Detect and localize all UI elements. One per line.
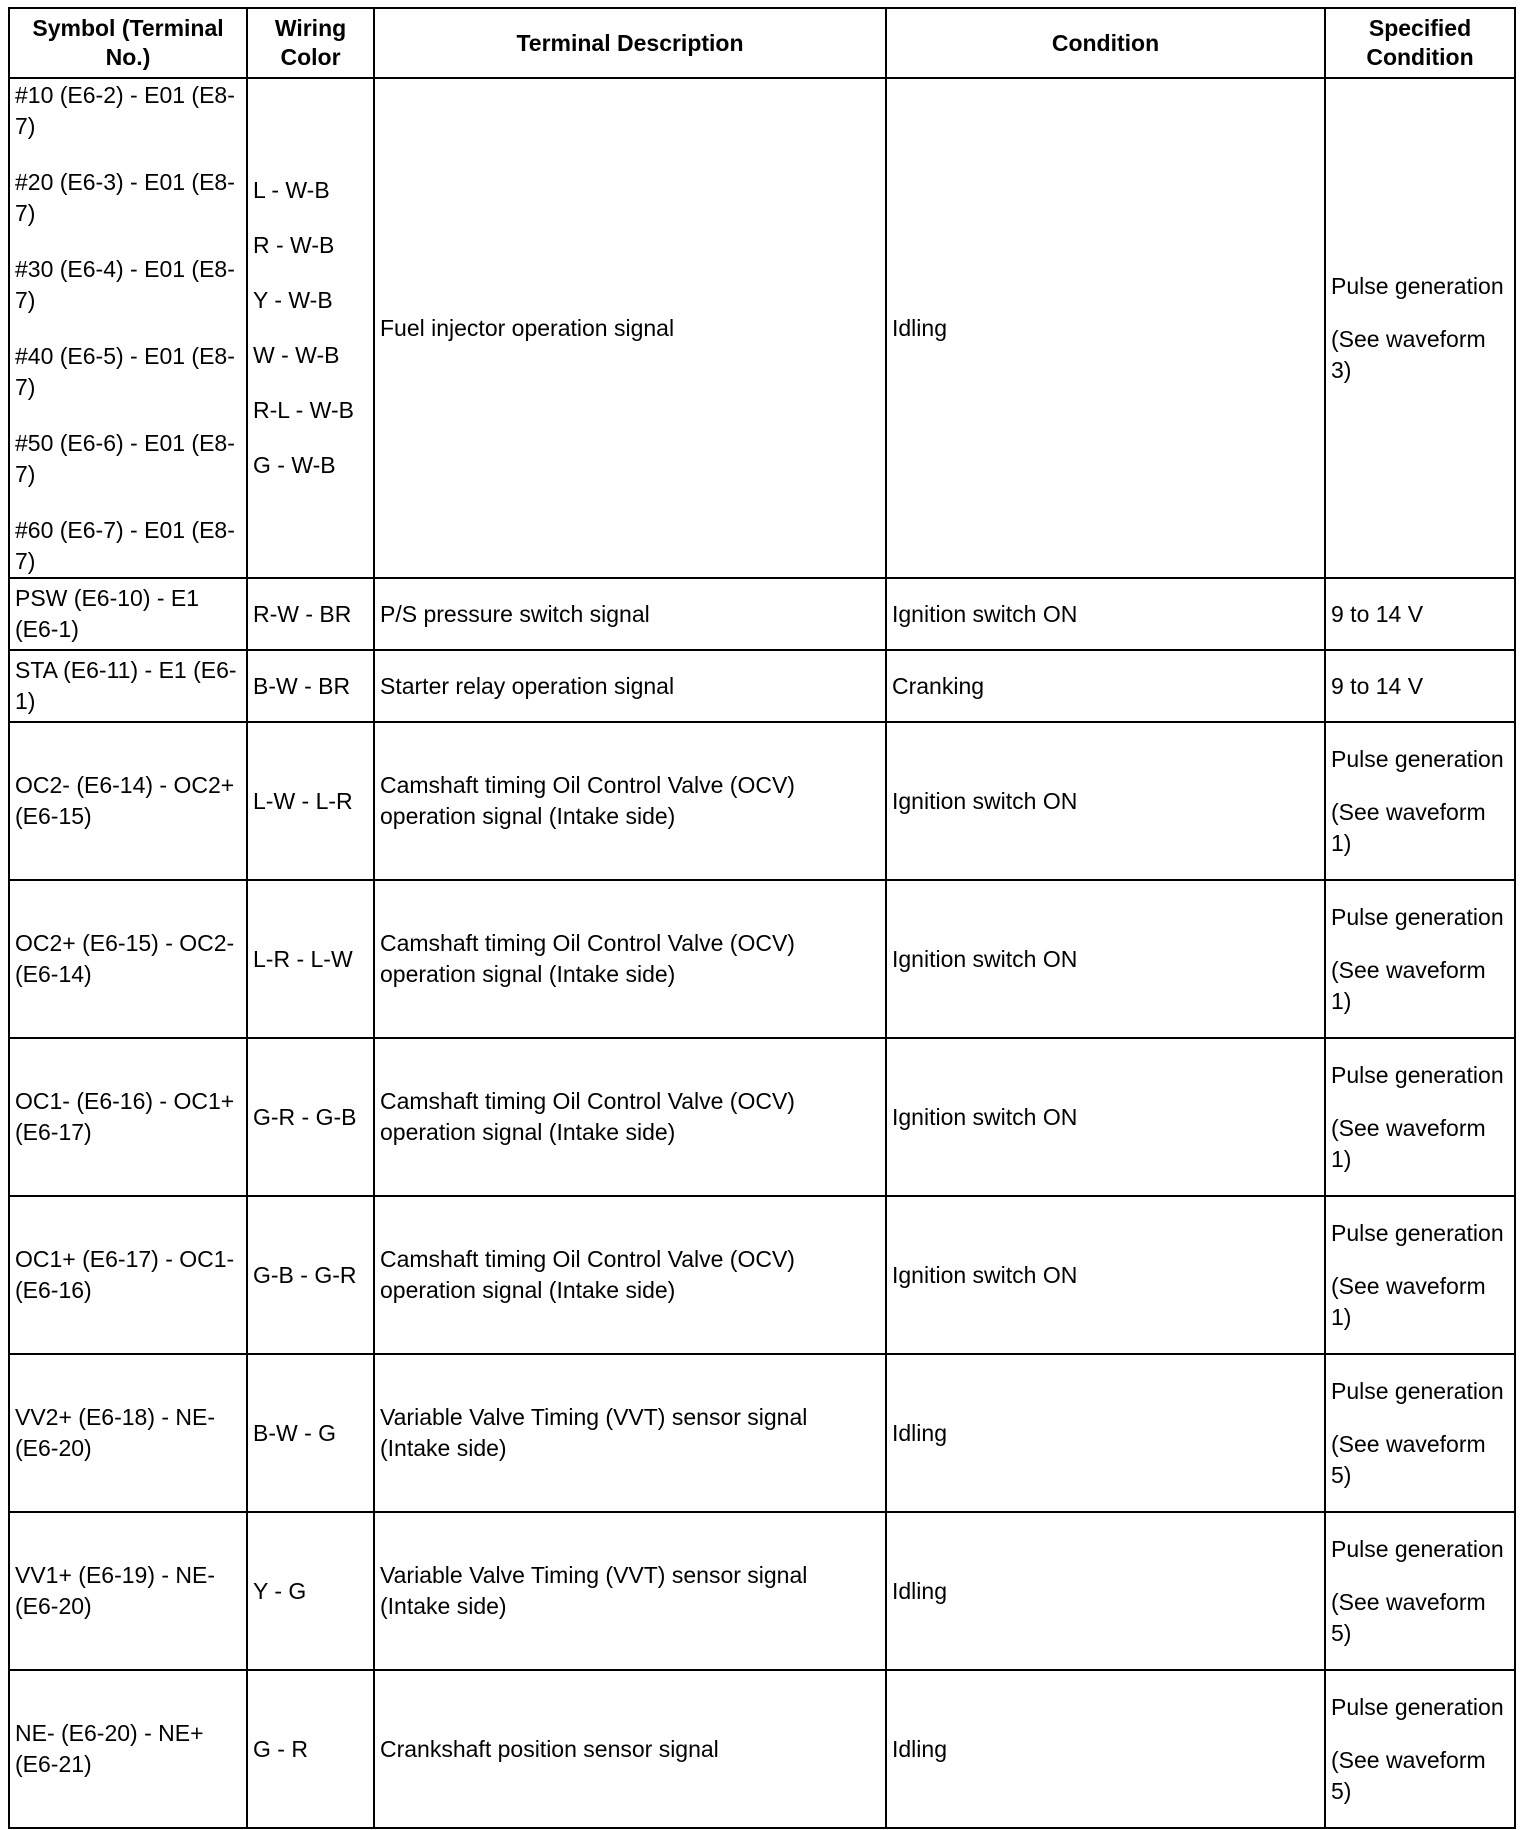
symbol-cell: PSW (E6-10) - E1 (E6-1) bbox=[9, 578, 247, 650]
wiring-line: R - W-B bbox=[253, 232, 335, 258]
description-cell: Fuel injector operation signal bbox=[374, 78, 886, 578]
specified-note: (See waveform 5) bbox=[1331, 1430, 1486, 1488]
symbol-line: #30 (E6-4) - E01 (E8-7) bbox=[15, 255, 235, 313]
description-cell: Crankshaft position sensor signal bbox=[374, 1670, 886, 1828]
condition-cell: Cranking bbox=[886, 650, 1325, 722]
wiring-cell: G - R bbox=[247, 1670, 374, 1828]
specified-cell bbox=[1325, 1196, 1515, 1354]
specified-cell bbox=[1325, 650, 1515, 722]
table-body bbox=[9, 78, 1515, 1828]
description-cell: Variable Valve Timing (VVT) sensor signal (Intake side) bbox=[374, 1354, 886, 1512]
specified-value: Pulse generation bbox=[1331, 1535, 1504, 1562]
wiring-cell: G-B - G-R bbox=[247, 1196, 374, 1354]
wiring-cell: L-R - L-W bbox=[247, 880, 374, 1038]
wiring-line: Y - W-B bbox=[253, 287, 333, 313]
wiring-line: G - W-B bbox=[253, 452, 336, 478]
condition-cell: Idling bbox=[886, 1670, 1325, 1828]
symbol-line: #50 (E6-6) - E01 (E8-7) bbox=[15, 429, 235, 487]
table-row bbox=[9, 722, 1515, 880]
header-symbol: Symbol (Terminal No.) bbox=[9, 8, 247, 78]
specified-note: (See waveform 5) bbox=[1331, 1746, 1486, 1804]
description-cell: Variable Valve Timing (VVT) sensor signal (Intake side) bbox=[374, 1512, 886, 1670]
condition-cell: Ignition switch ON bbox=[886, 722, 1325, 880]
specified-note: (See waveform 5) bbox=[1331, 1588, 1486, 1646]
description-cell: Camshaft timing Oil Control Valve (OCV) operation signal (Intake side) bbox=[374, 1038, 886, 1196]
specified-cell bbox=[1325, 578, 1515, 650]
table-row bbox=[9, 1196, 1515, 1354]
terminal-spec-table bbox=[8, 7, 1516, 1829]
condition-cell: Ignition switch ON bbox=[886, 578, 1325, 650]
wiring-cell: B-W - G bbox=[247, 1354, 374, 1512]
specified-value: Pulse generation bbox=[1331, 745, 1504, 772]
specified-note: (See waveform 1) bbox=[1331, 798, 1486, 856]
symbol-cell: STA (E6-11) - E1 (E6-1) bbox=[9, 650, 247, 722]
table-row bbox=[9, 1038, 1515, 1196]
wiring-cell: L-W - L-R bbox=[247, 722, 374, 880]
symbol-cell: VV2+ (E6-18) - NE- (E6-20) bbox=[9, 1354, 247, 1512]
wiring-line: W - W-B bbox=[253, 342, 340, 368]
header-specified-condition: Specified Condition bbox=[1325, 8, 1515, 78]
description-cell: Camshaft timing Oil Control Valve (OCV) operation signal (Intake side) bbox=[374, 1196, 886, 1354]
specified-value: Pulse generation bbox=[1331, 1219, 1504, 1246]
specified-note: (See waveform 1) bbox=[1331, 1114, 1486, 1172]
symbol-cell bbox=[9, 78, 247, 578]
wiring-cell: R-W - BR bbox=[247, 578, 374, 650]
symbol-cell: NE- (E6-20) - NE+ (E6-21) bbox=[9, 1670, 247, 1828]
table-row bbox=[9, 880, 1515, 1038]
specified-value: 9 to 14 V bbox=[1331, 600, 1424, 627]
specified-note: (See waveform 1) bbox=[1331, 956, 1486, 1014]
wiring-line: L - W-B bbox=[253, 177, 330, 203]
header-terminal-description: Terminal Description bbox=[374, 8, 886, 78]
specified-value: Pulse generation bbox=[1331, 1693, 1504, 1720]
table-row bbox=[9, 1354, 1515, 1512]
table-row-fuel-injector bbox=[9, 78, 1515, 578]
specified-cell bbox=[1325, 1038, 1515, 1196]
symbol-line: #10 (E6-2) - E01 (E8-7) bbox=[15, 81, 235, 139]
symbol-cell: OC2- (E6-14) - OC2+ (E6-15) bbox=[9, 722, 247, 880]
condition-cell: Ignition switch ON bbox=[886, 1196, 1325, 1354]
specified-note: (See waveform 3) bbox=[1331, 325, 1486, 383]
specified-value: 9 to 14 V bbox=[1331, 672, 1424, 699]
symbol-line: #60 (E6-7) - E01 (E8-7) bbox=[15, 516, 235, 574]
description-cell: P/S pressure switch signal bbox=[374, 578, 886, 650]
symbol-line: #20 (E6-3) - E01 (E8-7) bbox=[15, 168, 235, 226]
symbol-cell: VV1+ (E6-19) - NE- (E6-20) bbox=[9, 1512, 247, 1670]
table-row bbox=[9, 1512, 1515, 1670]
symbol-line: #40 (E6-5) - E01 (E8-7) bbox=[15, 342, 235, 400]
wiring-line: R-L - W-B bbox=[253, 397, 354, 423]
wiring-cell: Y - G bbox=[247, 1512, 374, 1670]
symbol-cell: OC1- (E6-16) - OC1+ (E6-17) bbox=[9, 1038, 247, 1196]
description-cell: Starter relay operation signal bbox=[374, 650, 886, 722]
description-cell: Camshaft timing Oil Control Valve (OCV) operation signal (Intake side) bbox=[374, 880, 886, 1038]
condition-cell: Idling bbox=[886, 1354, 1325, 1512]
condition-cell: Idling bbox=[886, 78, 1325, 578]
specified-cell bbox=[1325, 1512, 1515, 1670]
symbol-cell: OC2+ (E6-15) - OC2- (E6-14) bbox=[9, 880, 247, 1038]
description-cell: Camshaft timing Oil Control Valve (OCV) operation signal (Intake side) bbox=[374, 722, 886, 880]
table-header bbox=[9, 8, 1515, 78]
specified-cell bbox=[1325, 1670, 1515, 1828]
specified-value: Pulse generation bbox=[1331, 272, 1504, 299]
condition-cell: Idling bbox=[886, 1512, 1325, 1670]
condition-cell: Ignition switch ON bbox=[886, 1038, 1325, 1196]
table-row bbox=[9, 650, 1515, 722]
specified-note: (See waveform 1) bbox=[1331, 1272, 1486, 1330]
condition-cell: Ignition switch ON bbox=[886, 880, 1325, 1038]
header-wiring-color: Wiring Color bbox=[247, 8, 374, 78]
wiring-cell bbox=[247, 78, 374, 578]
symbol-cell: OC1+ (E6-17) - OC1- (E6-16) bbox=[9, 1196, 247, 1354]
table-row bbox=[9, 1670, 1515, 1828]
specified-cell bbox=[1325, 880, 1515, 1038]
table-row bbox=[9, 578, 1515, 650]
specified-value: Pulse generation bbox=[1331, 1377, 1504, 1404]
specified-value: Pulse generation bbox=[1331, 903, 1504, 930]
specified-value: Pulse generation bbox=[1331, 1061, 1504, 1088]
specified-cell bbox=[1325, 1354, 1515, 1512]
specified-cell bbox=[1325, 722, 1515, 880]
wiring-cell: B-W - BR bbox=[247, 650, 374, 722]
header-condition: Condition bbox=[886, 8, 1325, 78]
wiring-cell: G-R - G-B bbox=[247, 1038, 374, 1196]
specified-cell bbox=[1325, 78, 1515, 578]
